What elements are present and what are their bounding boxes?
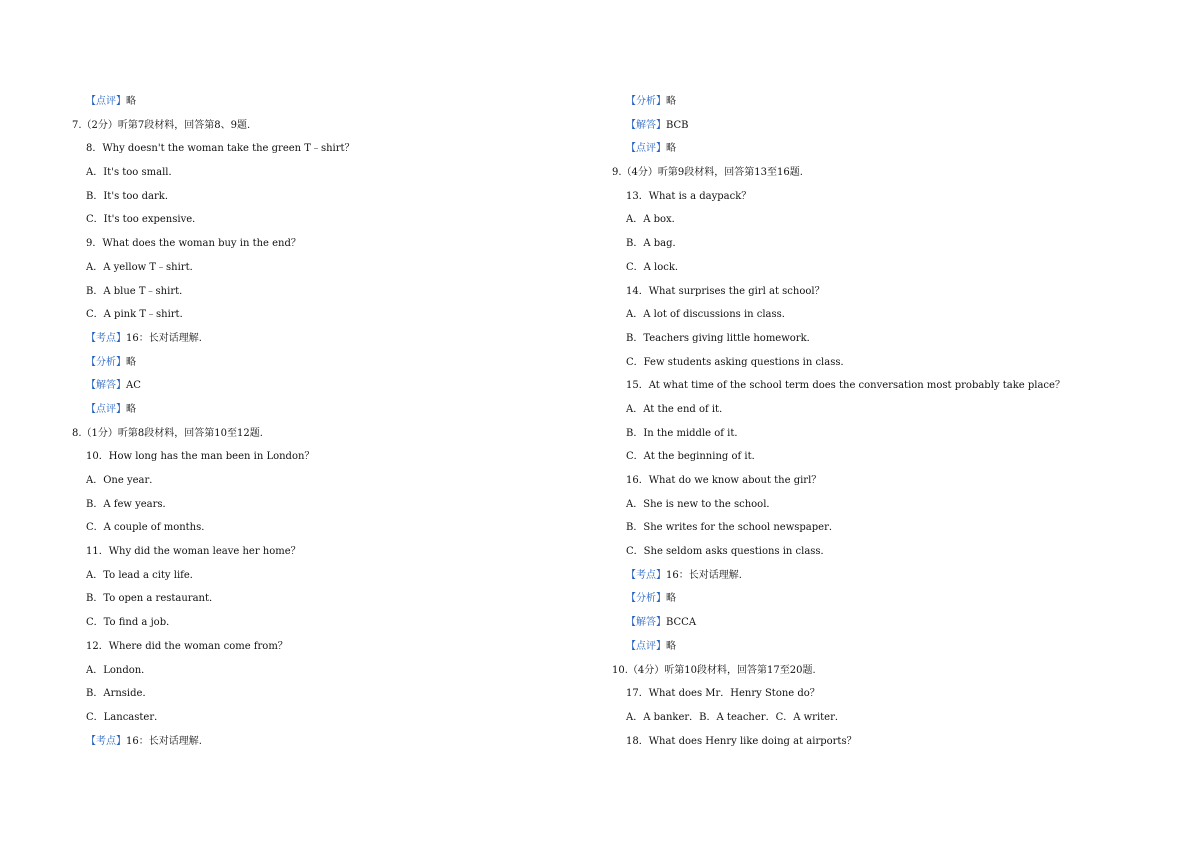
line-text: A．London． <box>86 664 152 676</box>
question-line <box>612 212 1132 236</box>
comment-label: 【点评】 <box>626 143 666 155</box>
left-column <box>72 94 592 757</box>
question-line <box>612 520 1132 544</box>
answer-label: 【解答】 <box>626 119 666 131</box>
line-text: 略 <box>126 96 136 107</box>
line-text: A．A banker．B．A teacher．C．A writer． <box>626 711 845 723</box>
line-text: 16：长对话理解. <box>126 735 202 747</box>
question-line <box>72 449 592 473</box>
question-line <box>72 663 592 687</box>
line-text: A．At the end of it． <box>626 403 730 415</box>
line-text: 16：长对话理解. <box>126 332 202 344</box>
line-text: 8.（1分）听第8段材料，回答第10至12题. <box>72 427 263 439</box>
question-line <box>612 473 1132 497</box>
line-text: 14．What surprises the girl at school？ <box>626 285 825 297</box>
line-text: B．To open a restaurant． <box>86 593 219 605</box>
line-text: A．It's too small． <box>86 167 179 179</box>
question-line <box>72 710 592 734</box>
question-line <box>612 449 1132 473</box>
line-text: 16：长对话理解. <box>666 569 742 581</box>
question-line <box>72 568 592 592</box>
key-point-label: 【考点】 <box>86 332 126 344</box>
question-line <box>612 260 1132 284</box>
analysis-label: 【分析】 <box>626 96 666 107</box>
question-line <box>612 544 1132 568</box>
line-text: C．A pink T﹣shirt． <box>86 309 190 321</box>
answer-line <box>612 615 1132 639</box>
line-text: B．Teachers giving little homework． <box>626 332 817 344</box>
comment-line <box>72 94 592 118</box>
line-text: 9.（4分）听第9段材料，回答第13至16题. <box>612 167 803 179</box>
comment-line <box>612 141 1132 165</box>
line-text: A．She is new to the school． <box>626 498 777 510</box>
question-line <box>612 331 1132 355</box>
line-text: C．To find a job． <box>86 617 177 629</box>
line-text: 16．What do we know about the girl？ <box>626 475 822 486</box>
question-section-heading <box>72 426 592 450</box>
question-line <box>72 615 592 639</box>
question-line <box>72 165 592 189</box>
line-text: A．A box． <box>626 214 682 226</box>
question-line <box>72 544 592 568</box>
question-section-heading <box>612 663 1132 687</box>
question-line <box>612 710 1132 734</box>
analysis-line <box>612 94 1132 118</box>
analysis-label: 【分析】 <box>86 356 126 368</box>
line-text: 9．What does the woman buy in the end？ <box>86 238 301 250</box>
line-text: B．A few years． <box>86 498 173 510</box>
line-text: B．She writes for the school newspaper． <box>626 522 839 534</box>
key-point-label: 【考点】 <box>626 569 666 581</box>
answer-line <box>72 378 592 402</box>
line-text: A．To lead a city life． <box>86 569 200 581</box>
question-line <box>612 355 1132 379</box>
line-text: C．It's too expensive． <box>86 214 203 226</box>
line-text: 15．At what time of the school term does the conversation most probably take place？ <box>626 380 1065 392</box>
line-text: 略 <box>126 356 136 368</box>
line-text: 11．Why did the woman leave her home？ <box>86 546 301 558</box>
line-text: 略 <box>666 96 676 107</box>
line-text: BCCA <box>666 617 697 629</box>
line-text: C．A lock． <box>626 261 685 273</box>
line-text: B．A blue T﹣shirt． <box>86 285 190 297</box>
question-line <box>72 212 592 236</box>
key-point-label: 【考点】 <box>86 735 126 747</box>
comment-label: 【点评】 <box>626 640 666 652</box>
analysis-line <box>72 355 592 379</box>
question-line <box>72 284 592 308</box>
line-text: B．It's too dark． <box>86 190 175 202</box>
question-line <box>612 734 1132 758</box>
question-section-heading <box>72 118 592 142</box>
question-line <box>72 520 592 544</box>
line-text: 12．Where did the woman come from？ <box>86 640 288 652</box>
comment-line <box>612 639 1132 663</box>
right-column <box>612 94 1132 757</box>
question-line <box>72 473 592 497</box>
line-text: 略 <box>666 593 676 605</box>
line-text: 略 <box>666 143 676 155</box>
question-line <box>72 189 592 213</box>
line-text: BCB <box>666 119 689 131</box>
analysis-label: 【分析】 <box>626 593 666 605</box>
answer-label: 【解答】 <box>626 617 666 629</box>
line-text: C．Lancaster． <box>86 711 165 723</box>
line-text: A．A lot of discussions in class． <box>626 309 792 321</box>
question-line <box>612 284 1132 308</box>
line-text: 13．What is a daypack？ <box>626 190 752 202</box>
line-text: 17．What does Mr．Henry Stone do？ <box>626 688 820 700</box>
line-text: 10.（4分）听第10段材料，回答第17至20题. <box>612 664 816 676</box>
question-line <box>612 189 1132 213</box>
question-line <box>72 236 592 260</box>
line-text: B．In the middle of it． <box>626 427 745 439</box>
line-text: C．She seldom asks questions in class． <box>626 546 831 558</box>
line-text: B．A bag． <box>626 238 683 250</box>
answer-line <box>612 118 1132 142</box>
key-point-line <box>72 734 592 758</box>
line-text: 10．How long has the man been in London？ <box>86 451 315 463</box>
question-line <box>72 686 592 710</box>
question-line <box>72 260 592 284</box>
key-point-line <box>612 568 1132 592</box>
question-line <box>612 426 1132 450</box>
question-line <box>612 236 1132 260</box>
question-line <box>612 686 1132 710</box>
line-text: 7.（2分）听第7段材料，回答第8、9题. <box>72 119 251 131</box>
line-text: AC <box>126 380 141 392</box>
question-line <box>72 497 592 521</box>
question-line <box>72 639 592 663</box>
question-line <box>612 497 1132 521</box>
line-text: A．A yellow T﹣shirt． <box>86 261 200 273</box>
question-line <box>612 307 1132 331</box>
question-line <box>72 141 592 165</box>
line-text: C．Few students asking questions in class． <box>626 356 851 368</box>
question-line <box>612 378 1132 402</box>
line-text: B．Arnside． <box>86 688 153 700</box>
comment-line <box>72 402 592 426</box>
line-text: A．One year． <box>86 475 160 486</box>
question-line <box>612 402 1132 426</box>
comment-label: 【点评】 <box>86 96 126 107</box>
line-text: C．A couple of months． <box>86 522 212 534</box>
answer-label: 【解答】 <box>86 380 126 392</box>
question-line <box>72 307 592 331</box>
question-section-heading <box>612 165 1132 189</box>
question-line <box>72 591 592 615</box>
line-text: 18．What does Henry like doing at airports？ <box>626 735 857 747</box>
line-text: C．At the beginning of it． <box>626 451 762 463</box>
line-text: 略 <box>126 403 136 415</box>
key-point-line <box>72 331 592 355</box>
line-text: 8．Why doesn't the woman take the green T﹣shirt？ <box>86 143 355 155</box>
analysis-line <box>612 591 1132 615</box>
comment-label: 【点评】 <box>86 403 126 415</box>
line-text: 略 <box>666 640 676 652</box>
